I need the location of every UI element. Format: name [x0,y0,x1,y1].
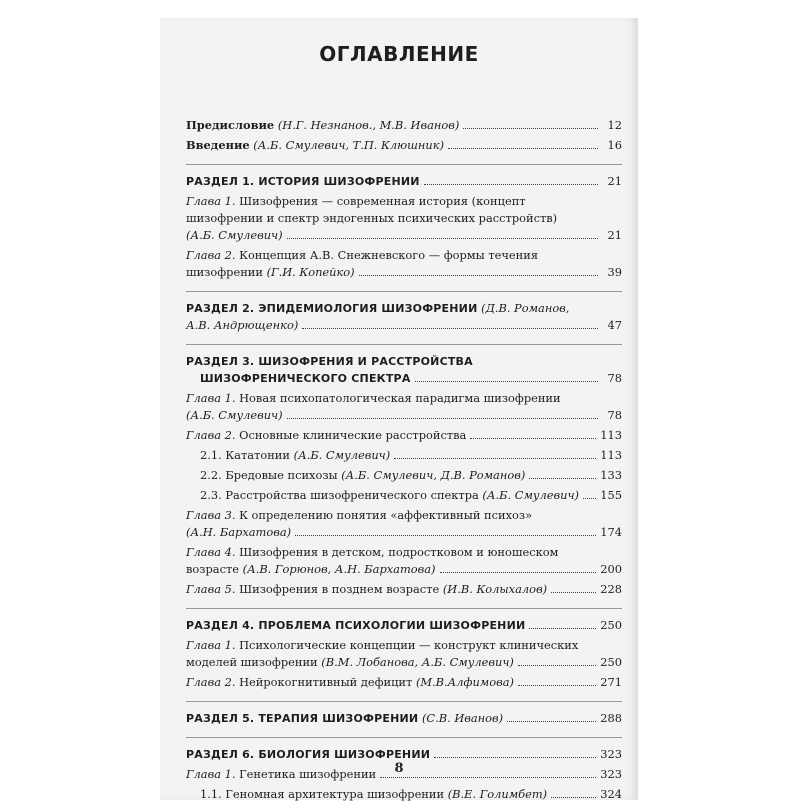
page-number: 8 [394,761,404,776]
dot-leader [440,571,597,573]
chapter-title-cont: шизофрении [186,265,263,279]
dot-leader [448,147,598,149]
toc-section-5 [186,710,622,727]
page-ref: 250 [600,655,622,669]
toc-subchapter-2-2 [186,467,622,484]
page-ref: 324 [600,787,622,801]
chapter-title: Шизофрения в детском, подростковом и юношеском [239,545,559,559]
page-ref: 250 [600,618,622,632]
page-ref: 16 [607,138,622,152]
chapter-number: Глава 2. [186,248,236,262]
subchapter-title: 1.1. Геномная архитектура шизофрении [200,787,445,801]
section-heading: РАЗДЕЛ 1. ИСТОРИЯ ШИЗОФРЕНИИ [186,175,420,188]
page-ref: 323 [600,767,622,781]
toc-section-2 [186,300,622,334]
section-heading: РАЗДЕЛ 2. ЭПИДЕМИОЛОГИЯ ШИЗОФРЕНИИ [186,302,478,315]
page-title: ОГЛАВЛЕНИЕ [319,42,479,66]
toc-chapter-1-1 [186,193,622,244]
divider [186,608,622,609]
dot-leader [529,477,596,479]
dot-leader [529,627,596,629]
entry-authors: (А.Б. Смулевич) [186,408,283,422]
subchapter-title: 2.2. Бредовые психозы [200,468,338,482]
entry-authors: (А.Б. Смулевич, Д.В. Романов) [341,468,526,482]
dot-leader [507,720,596,722]
section-heading: РАЗДЕЛ 6. БИОЛОГИЯ ШИЗОФРЕНИИ [186,748,431,761]
divider [186,344,622,345]
chapter-title: Нейрокогнитивный дефицит [239,675,413,689]
dot-leader [424,183,598,185]
entry-authors-cont: А.В. Андрющенко) [186,318,299,332]
chapter-title: Основные клинические расстройства [239,428,467,442]
page-ref: 12 [607,118,622,132]
dot-leader [463,127,598,129]
divider [186,701,622,702]
chapter-number: Глава 1. [186,767,236,781]
toc-entry-intro [186,137,622,154]
chapter-title: Шизофрения — современная история (концепт [239,194,526,208]
toc-chapter-3-1 [186,390,622,424]
entry-authors: (Н.Г. Незнанов., М.В. Иванов) [277,118,460,132]
divider [186,737,622,738]
chapter-title: Генетика шизофрении [239,767,377,781]
entry-authors: (Д.В. Романов, [481,301,570,315]
section-heading: РАЗДЕЛ 4. ПРОБЛЕМА ПСИХОЛОГИИ ШИЗОФРЕНИИ [186,619,526,632]
entry-authors: (А.Б. Смулевич) [293,448,391,462]
toc-subchapter-6-1-1 [186,786,622,803]
entry-authors: (Г.И. Копейко) [266,265,355,279]
chapter-title: К определению понятия «аффективный психоз» [239,508,533,522]
toc-chapter-1-2 [186,247,622,281]
divider [186,291,622,292]
entry-authors: (М.В.Алфимова) [415,675,514,689]
dot-leader [302,327,598,329]
section-heading: РАЗДЕЛ 5. ТЕРАПИЯ ШИЗОФРЕНИИ [186,712,419,725]
entry-authors: (С.В. Иванов) [421,711,504,725]
dot-leader [583,497,596,499]
dot-leader [551,591,596,593]
toc-subchapter-2-3 [186,487,622,504]
divider [186,164,622,165]
dot-leader [551,796,596,798]
toc-section-1 [186,173,622,190]
dot-leader [359,274,598,276]
chapter-number: Глава 1. [186,638,236,652]
chapter-number: Глава 3. [186,508,236,522]
page-ref: 228 [600,582,622,596]
subchapter-title: 2.1. Кататонии [200,448,290,462]
page-ref: 113 [600,428,622,442]
chapter-title: Психологические концепции — конструкт клинических [239,638,579,652]
entry-label: Введение [186,138,250,152]
entry-authors: (А.Н. Бархатова) [186,525,292,539]
page-ref: 78 [607,408,622,422]
page-ref: 21 [607,228,622,242]
page-ref: 21 [607,174,622,188]
book-page [160,18,638,800]
page-ref: 323 [600,747,622,761]
toc-chapter-3-3 [186,507,622,541]
toc-chapter-3-2 [186,427,622,444]
chapter-title: Шизофрения в позднем возрасте [239,582,440,596]
entry-label: Предисловие [186,118,275,132]
entry-authors: (А.Б. Смулевич) [186,228,283,242]
table-of-contents [186,114,622,803]
chapter-title-cont: моделей шизофрении [186,655,318,669]
page-ref: 174 [600,525,622,539]
entry-authors: (В.М. Лобанова, А.Б. Смулевич) [321,655,514,669]
entry-authors: (А.Б. Смулевич, Т.П. Клюшник) [253,138,445,152]
page-ref: 155 [600,488,622,502]
toc-entry-preface [186,117,622,134]
dot-leader [287,417,598,419]
page-ref: 200 [600,562,622,576]
entry-authors: (И.В. Колыхалов) [442,582,548,596]
toc-chapter-3-4 [186,544,622,578]
subchapter-title: 2.3. Расстройства шизофренического спектра [200,488,479,502]
toc-section-3 [186,353,622,387]
page-ref: 47 [607,318,622,332]
toc-chapter-4-2 [186,674,622,691]
dot-leader [518,684,596,686]
dot-leader [434,756,596,758]
dot-leader [470,437,596,439]
chapter-number: Глава 2. [186,428,236,442]
toc-chapter-3-5 [186,581,622,598]
chapter-number: Глава 5. [186,582,236,596]
entry-authors: (А.В. Горюнов, А.Н. Бархатова) [242,562,436,576]
dot-leader [380,776,596,778]
page-ref: 271 [600,675,622,689]
chapter-title-cont: шизофрении и спектр эндогенных психических расстройств) [186,211,558,225]
toc-chapter-4-1 [186,637,622,671]
chapter-number: Глава 4. [186,545,236,559]
entry-authors: (А.Б. Смулевич) [482,488,579,502]
dot-leader [287,237,598,239]
chapter-number: Глава 1. [186,391,236,405]
dot-leader [415,380,598,382]
toc-section-4 [186,617,622,634]
dot-leader [295,534,596,536]
dot-leader [518,664,596,666]
page-ref: 78 [607,371,622,385]
page-ref: 288 [600,711,622,725]
toc-subchapter-2-1 [186,447,622,464]
page-ref: 39 [607,265,622,279]
section-heading: РАЗДЕЛ 3. ШИЗОФРЕНИЯ И РАССТРОЙСТВА [186,355,473,368]
page-ref: 133 [600,468,622,482]
page-ref: 113 [600,448,622,462]
dot-leader [394,457,596,459]
chapter-title: Новая психопатологическая парадигма шизофрении [239,391,561,405]
chapter-title-cont: возрасте [186,562,239,576]
entry-authors: (В.Е. Голимбет) [447,787,548,801]
chapter-title: Концепция А.В. Снежневского — формы течения [239,248,539,262]
chapter-number: Глава 1. [186,194,236,208]
chapter-number: Глава 2. [186,675,236,689]
section-heading-cont: ШИЗОФРЕНИЧЕСКОГО СПЕКТРА [200,372,411,385]
